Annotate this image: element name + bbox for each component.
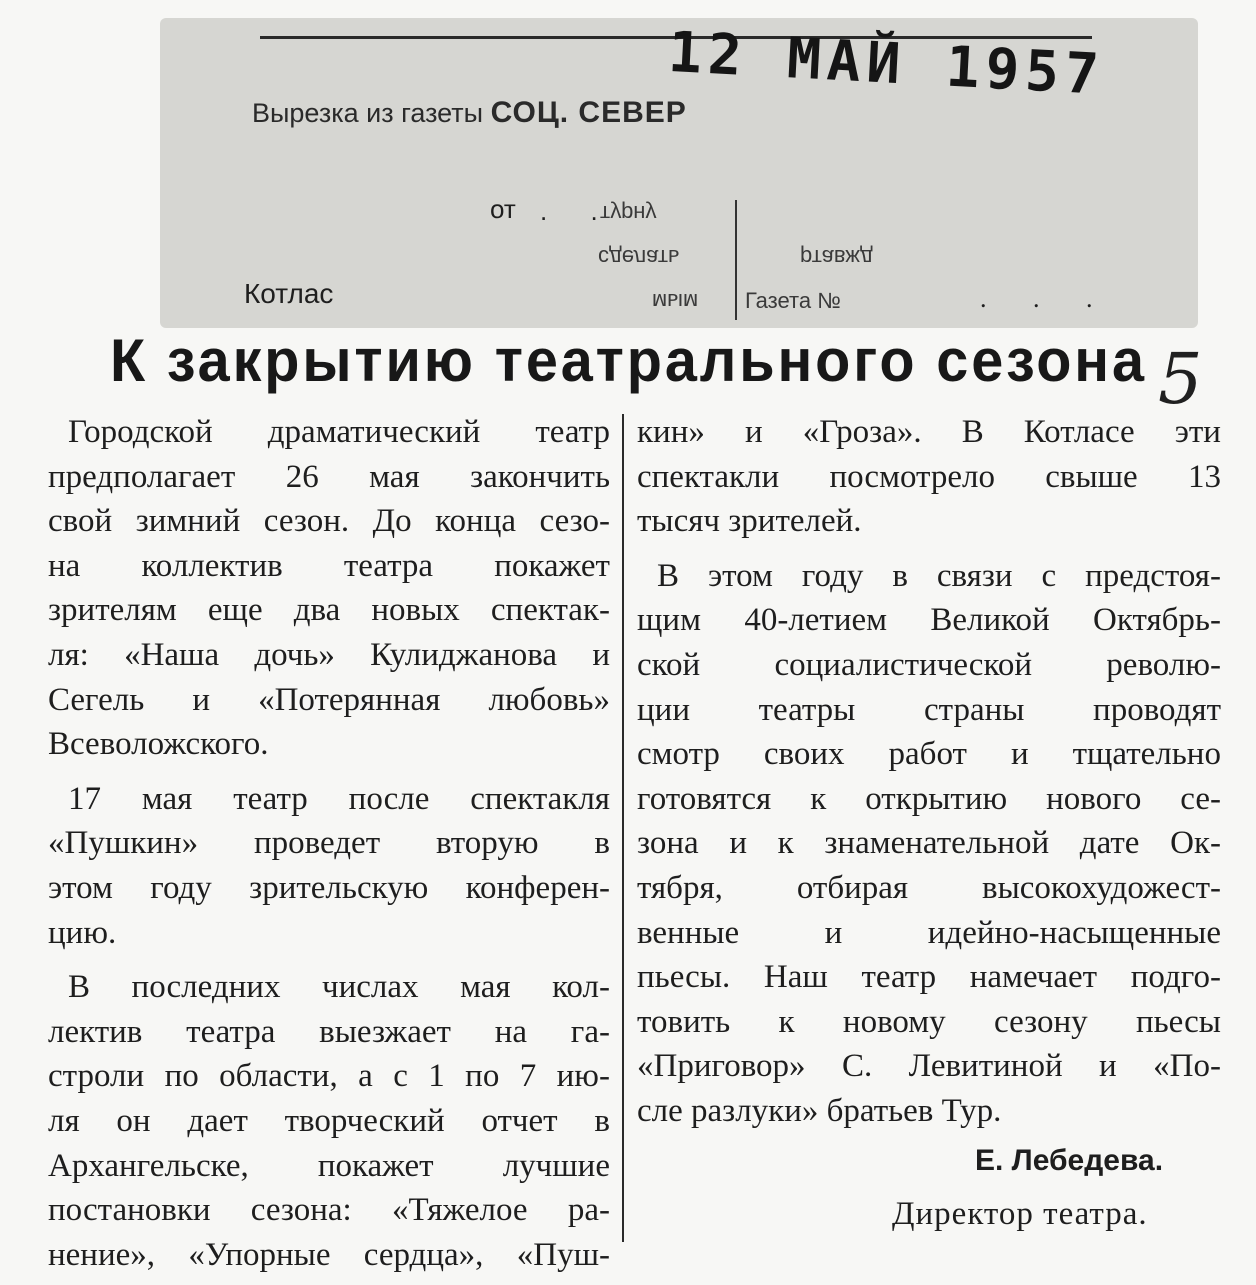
- article-line: кин» и «Гроза». В Котласе эти: [637, 414, 1221, 450]
- from-label: от: [490, 194, 516, 224]
- article-line: готовятся к открытию нового се-: [637, 780, 1221, 817]
- article-line: ской социалистической револю-: [637, 646, 1221, 683]
- article-line: смотр своих работ и тщательно: [637, 736, 1221, 773]
- bleed-through-text: сделать: [598, 245, 680, 270]
- article-line: предполагает 26 мая закончить: [48, 458, 610, 495]
- article-line: постановки сезона: «Тяжелое ра-: [48, 1192, 610, 1229]
- article-line: пьесы. Наш театр намечает подго-: [637, 959, 1221, 996]
- article-line: ции театры страны проводят: [637, 691, 1221, 728]
- article-line: лектив театра выезжает на га-: [48, 1013, 610, 1050]
- article-line: В этом году в связи с предстоя-: [657, 557, 1221, 594]
- article-line: «Приговор» С. Левитиной и «По-: [637, 1048, 1221, 1085]
- article-line: товить к новому сезону пьесы: [637, 1003, 1221, 1040]
- article-line: Всеволожского.: [48, 726, 269, 763]
- column-rule: [622, 414, 624, 1242]
- article-line: ля: «Наша дочь» Кулиджанова и: [48, 636, 610, 673]
- article-line: сле разлуки» братьев Тур.: [637, 1092, 1002, 1129]
- date-stamp: 12 МАЙ 1957: [666, 20, 1107, 108]
- article-line: 17 мая театр после спектакля: [68, 780, 610, 817]
- article-line: зрителям еще два новых спектак-: [48, 592, 610, 629]
- bleed-through-text: турну: [600, 201, 657, 226]
- article-line: Сегель и «Потерянная любовь»: [48, 681, 610, 718]
- article-line: щим 40-летием Великой Октябрь-: [637, 602, 1221, 639]
- article-title: К закрытию театрального сезона: [110, 327, 1147, 394]
- article-line: В последних числах мая кол-: [68, 969, 610, 1006]
- article-line: нение», «Упорные сердца», «Пуш-: [48, 1236, 610, 1273]
- header-divider: [735, 200, 737, 320]
- dotted-fill: . .: [540, 196, 616, 226]
- clipping-source-line: [252, 96, 687, 130]
- newspaper-name: СОЦ. СЕВЕР: [490, 96, 687, 129]
- article-line: на коллектив театра покажет: [48, 547, 610, 584]
- paragraph-gap: [48, 955, 610, 965]
- city-label: Котлас: [244, 278, 334, 309]
- bleed-through-text: мым: [652, 289, 699, 314]
- article-line: этом году зрительскую конферен-: [48, 869, 610, 906]
- clipping-label: Вырезка из газеты: [252, 98, 484, 128]
- article-line: цию.: [48, 914, 117, 951]
- article-column-right: [637, 410, 1221, 1134]
- article-line: Городской драматический театр: [68, 414, 610, 450]
- article-column-left: [48, 410, 610, 1277]
- article-line: венные и идейно-насыщенные: [637, 914, 1221, 951]
- article-line: свой зимний сезон. До конца сезо-: [48, 503, 610, 540]
- article-line: строли по области, а с 1 по 7 ию-: [48, 1058, 610, 1095]
- article-line: ля он дает творческий отчет в: [48, 1102, 610, 1139]
- author-title: Директор театра.: [892, 1196, 1148, 1232]
- bleed-through-text: ртавжд: [800, 245, 873, 270]
- article-line: зона и к знаменательной дате Ок-: [637, 825, 1221, 862]
- paragraph-gap: [637, 544, 1221, 554]
- paragraph-gap: [48, 767, 610, 777]
- author-name: Е. Лебедева.: [975, 1144, 1164, 1177]
- article-line: тысяч зрителей.: [637, 503, 862, 540]
- article-line: Архангельске, покажет лучшие: [48, 1147, 610, 1184]
- bleed-through-text: Газета №: [745, 288, 841, 313]
- article-line: тября, отбирая высокохудожест-: [637, 869, 1221, 906]
- handwritten-margin-mark: 5: [1158, 338, 1203, 420]
- article-line: «Пушкин» проведет вторую в: [48, 825, 610, 862]
- dotted-fill: . . .: [980, 284, 1113, 313]
- article-line: спектакли посмотрело свыше 13: [637, 458, 1221, 495]
